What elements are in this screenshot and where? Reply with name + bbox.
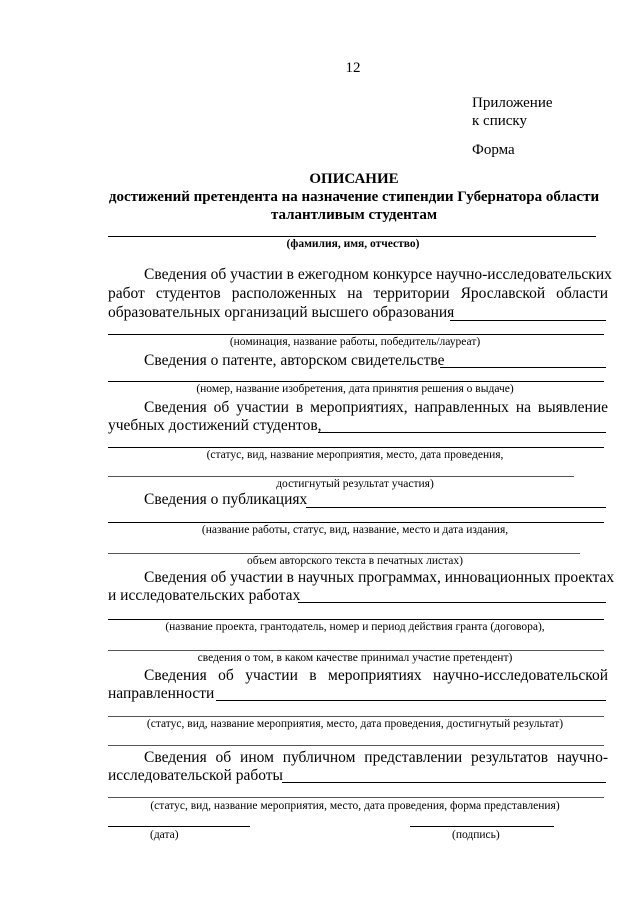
research-events-text-2: направленности [108, 685, 215, 702]
programs-field-line[interactable] [298, 602, 606, 603]
name-field-line[interactable] [108, 236, 596, 237]
contest-field-line-2[interactable] [108, 334, 604, 335]
appendix-list-label: к списку [472, 113, 527, 129]
date-caption: (дата) [150, 829, 179, 841]
document-subtitle-1: достижений претендента на назначение стипендии Губернатора области [108, 189, 600, 205]
programs-caption-2: сведения о том, в каком качестве принимал участие претендент) [197, 652, 513, 664]
document-subtitle-2: талантливым студентам [270, 207, 438, 223]
programs-text-2: и исследовательских работах [108, 587, 301, 604]
contest-text-1: Сведения об участии в ежегодном конкурсе научно-исследовательских [144, 266, 612, 283]
publications-field-line-3[interactable] [108, 553, 580, 554]
patent-field-line-2[interactable] [108, 381, 604, 382]
signature-caption: (подпись) [452, 829, 500, 841]
appendix-label: Приложение [472, 95, 553, 111]
patent-field-line[interactable] [440, 367, 606, 368]
publications-caption-1: (название работы, статус, вид, название, место и дата издания, [201, 524, 509, 536]
contest-field-line[interactable] [450, 320, 606, 321]
contest-caption: (номинация, название работы, победитель/лауреат) [229, 336, 481, 348]
events-field-line[interactable] [318, 432, 606, 433]
presentation-field-line-2[interactable] [108, 797, 604, 798]
programs-text-1: Сведения об участии в научных программах, инновационных проектах [144, 569, 615, 586]
events-text-1: Сведения об участии в мероприятиях, направленных на выявление [144, 399, 608, 416]
events-field-line-3[interactable] [108, 476, 574, 477]
page-number: 12 [345, 60, 361, 76]
name-caption: (фамилия, имя, отчество) [286, 238, 420, 250]
research-events-text-1: Сведения об участии в мероприятиях научно-исследовательской [144, 667, 608, 684]
events-caption-2: достигнутый результат участия) [276, 478, 434, 490]
research-events-field-line-3[interactable] [108, 745, 604, 746]
research-events-field-line[interactable] [216, 700, 606, 701]
document-title: ОПИСАНИЕ [309, 171, 399, 187]
patent-caption: (номер, название изобретения, дата принятия решения о выдаче) [196, 383, 514, 395]
publications-caption-2: объем авторского текста в печатных листах) [247, 555, 463, 567]
events-text-2: учебных достижений студентов, [108, 417, 322, 434]
publications-text: Сведения о публикациях [144, 491, 308, 508]
programs-field-line-3[interactable] [108, 650, 604, 651]
contest-text-2: работ студентов расположенных на территории Ярославской области [108, 285, 608, 302]
contest-text-3: образовательных организаций высшего образования [108, 304, 455, 321]
programs-field-line-2[interactable] [108, 619, 604, 620]
signature-field-line[interactable] [410, 826, 554, 827]
presentation-text-1: Сведения об ином публичном представлении результатов научно- [144, 749, 608, 766]
programs-caption-1: (название проекта, грантодатель, номер и период действия гранта (договора), [165, 621, 545, 633]
presentation-caption: (статус, вид, название мероприятия, место, дата проведения, форма представления) [150, 800, 560, 812]
publications-field-line[interactable] [306, 507, 606, 508]
events-caption-1: (статус, вид, название мероприятия, место, дата проведения, [206, 449, 504, 461]
publications-field-line-2[interactable] [108, 522, 604, 523]
research-events-caption: (статус, вид, название мероприятия, место, дата проведения, достигнутый результат) [146, 718, 564, 730]
research-events-field-line-2[interactable] [108, 716, 604, 717]
date-field-line[interactable] [108, 826, 250, 827]
patent-text: Сведения о патенте, авторском свидетельстве [144, 352, 445, 369]
events-field-line-2[interactable] [108, 447, 604, 448]
presentation-text-2: исследовательской работы [108, 767, 283, 784]
presentation-field-line[interactable] [282, 782, 606, 783]
form-label: Форма [472, 142, 515, 158]
